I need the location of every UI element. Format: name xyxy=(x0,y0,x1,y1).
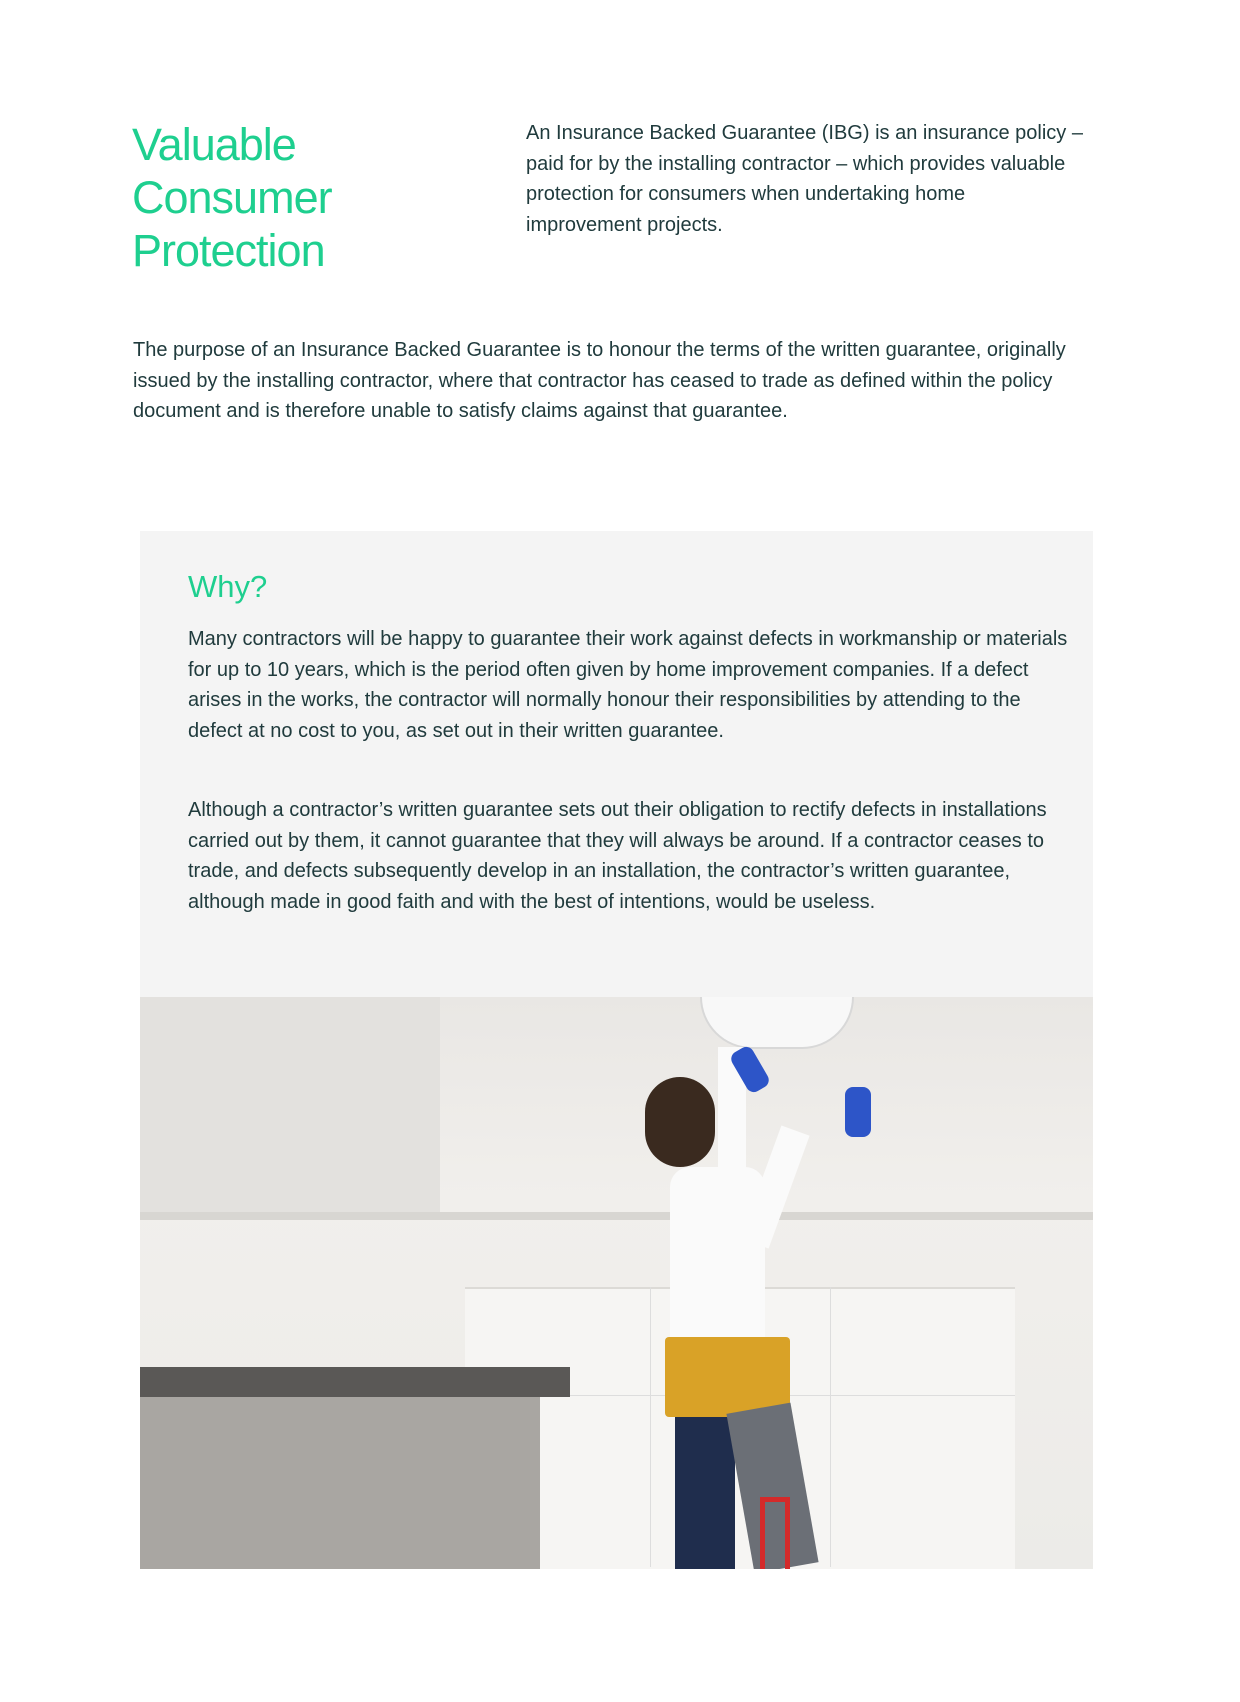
page-title xyxy=(132,118,332,277)
why-paragraph: Although a contractor’s written guarantee sets out their obligation to rectify defects in installations carried out by them, it cannot guarantee that they will always be around. If a contractor ceases to trade, and defects subsequently develop in an installation, the contractor’s written guarantee, although made in good faith and with the best of intentions, would be useless. xyxy=(188,799,1047,914)
contractor-photo xyxy=(140,997,1093,1569)
why-paragraph: Many contractors will be happy to guarantee their work against defects in workmanship or materials for up to 10 years, which is the period often given by home improvement companies. If a defect arises in the works, the contractor will normally honour their responsibilities by attending to the defect at no cost to you, as set out in their written guarantee. xyxy=(188,628,1068,743)
intro-text: An Insurance Backed Guarantee (IBG) is an insurance policy – paid for by the installing contractor – which provides valuable protection for consumers when undertaking home improvement projects. xyxy=(526,122,1083,237)
title-line: Protection xyxy=(132,225,325,276)
purpose-paragraph: The purpose of an Insurance Backed Guarantee is to honour the terms of the written guarantee, originally issued by the installing contractor, where that contractor has ceased to trade as defined within the policy document and is therefore unable to satisfy claims against that guarantee. xyxy=(133,339,1066,423)
title-line: Consumer xyxy=(132,172,332,223)
title-line: Valuable xyxy=(132,119,296,170)
why-panel xyxy=(140,531,1093,997)
why-heading: Why? xyxy=(188,569,268,604)
